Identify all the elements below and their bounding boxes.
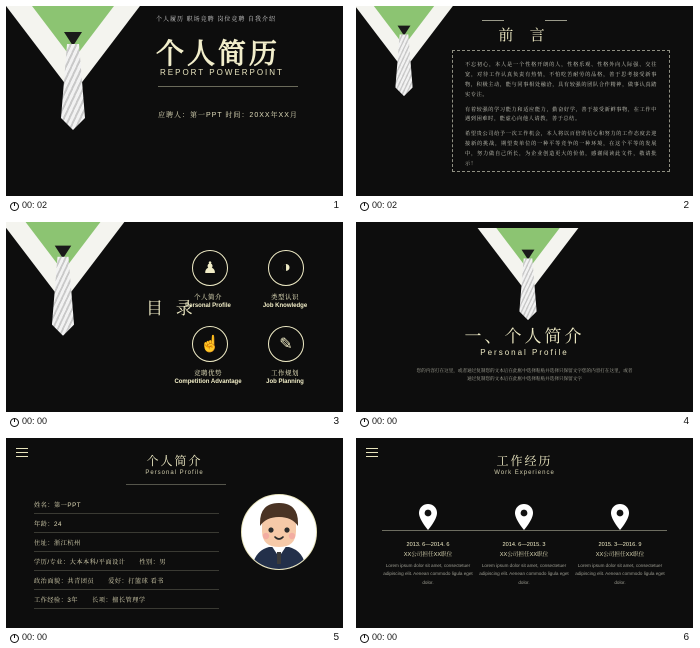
- toc-label-cn: 竞聘优势: [194, 370, 222, 377]
- timeline-description: Lorem ipsum dolor sit amet, consectetuer adipiscing elit. Aenean commodo ligula eget dolor.: [575, 563, 665, 585]
- slide-4-number: 4: [683, 415, 689, 427]
- slide-1-number: 1: [333, 199, 339, 211]
- profile-field: 工作经验：3年: [34, 597, 79, 604]
- slide-1-divider: [158, 86, 298, 87]
- profile-row: [34, 519, 219, 533]
- timeline-company: XX公司担任XX职位: [499, 552, 549, 558]
- slide-3-number: 3: [333, 415, 339, 427]
- slide-5-title: 个人简介: [146, 454, 203, 468]
- timeline-date: 2013. 6—2014. 6: [406, 542, 450, 548]
- shirt-illustration: [474, 228, 553, 314]
- toc-item-personal-profile[interactable]: [170, 292, 246, 309]
- profile-field: 政治面貌：共青团员: [34, 578, 95, 585]
- toc-label-cn: 类型认识: [271, 294, 299, 301]
- toc-item-job-planning[interactable]: [247, 368, 323, 385]
- profile-row: [34, 500, 219, 514]
- slide-2-duration: [360, 200, 397, 210]
- toc-label-en: Competition Advantage: [174, 379, 242, 385]
- map-pin-icon: [418, 504, 438, 530]
- timeline-entry: [571, 542, 669, 587]
- toc-label-cn: 个人简介: [194, 294, 222, 301]
- slide-2-paragraph: 不忘初心，本人是一个性格开朗的人，性格乐观、性格外向人际强、交往宽，对待工作认真负责有热情，不怕吃苦耐劳的品格，善于思考接受新事物，积极主动，能与同事相处融洽，具有较强的团队合作精神，做事认真踏实专注。: [465, 62, 657, 98]
- slide-4-time-text: 00: 00: [372, 416, 398, 426]
- slide-5-footer: [6, 628, 343, 646]
- profile-row: [34, 576, 219, 590]
- slide-cell-6: [350, 432, 700, 648]
- timeline-description: Lorem ipsum dolor sit amet, consectetuer adipiscing elit. Aenean commodo ligula eget dolor.: [383, 563, 473, 585]
- timeline-date: 2015. 3—2016. 9: [598, 542, 642, 548]
- shirt-illustration: [6, 222, 132, 393]
- timeline-entry: [475, 542, 573, 587]
- slide-2-rule-right: [545, 20, 567, 21]
- clock-icon: [10, 201, 19, 210]
- clock-icon: [10, 417, 19, 426]
- slide-1-subtitle: REPORT POWERPOINT: [160, 68, 284, 77]
- slide-cell-5: [0, 432, 350, 648]
- head-gear-icon-glyph: ◑: [281, 259, 291, 276]
- profile-row: [34, 557, 219, 571]
- thumbs-up-icon[interactable]: [192, 326, 228, 362]
- toc-label-en: Personal Profile: [185, 303, 231, 309]
- toc-label-cn: 工作规划: [271, 370, 299, 377]
- profile-field: 爱好：打篮球 看书: [108, 578, 164, 585]
- thumbs-up-icon-glyph: ☝: [200, 336, 220, 353]
- slide-3-duration: [10, 416, 47, 426]
- timeline-axis: [382, 530, 667, 531]
- slide-6-footer: [356, 628, 693, 646]
- slide-5-duration: [10, 632, 47, 642]
- profile-field-list: [34, 500, 219, 614]
- toc-item-job-knowledge[interactable]: [247, 292, 323, 309]
- timeline-description: Lorem ipsum dolor sit amet, consectetuer adipiscing elit. Aenean commodo ligula eget dolor.: [479, 563, 569, 585]
- profile-field: 性别：男: [139, 559, 167, 566]
- shirt-illustration: [6, 6, 158, 192]
- profile-field: 年龄：24: [34, 521, 62, 528]
- profile-field: 姓名：第一PPT: [34, 502, 81, 509]
- person-icon-glyph: ♟: [202, 260, 218, 277]
- slide-6-time-text: 00: 00: [372, 632, 398, 642]
- slide-2-time-text: 00: 02: [372, 200, 398, 210]
- slide-2-footer: [356, 196, 693, 214]
- slide-cell-2: [350, 0, 700, 216]
- slide-4-footer: [356, 412, 693, 430]
- slide-2-text-box: [452, 50, 670, 172]
- slide-cell-3: [0, 216, 350, 432]
- slide-1-tagline: 个人履历 职场竞聘 岗位竞聘 自我介绍: [156, 17, 277, 23]
- slide-3[interactable]: [6, 222, 343, 412]
- slide-6-duration: [360, 632, 397, 642]
- slide-1-time-text: 00: 02: [22, 200, 48, 210]
- slide-1-meta: 应聘人：第一PPT 时间：20XX年XX月: [158, 112, 298, 119]
- slide-2-title: 前 言: [498, 27, 551, 44]
- profile-row: [34, 595, 219, 609]
- slide-cell-4: [350, 216, 700, 432]
- map-pin-icon: [610, 504, 630, 530]
- slide-5-time-text: 00: 00: [22, 632, 48, 642]
- slide-2-number: 2: [683, 199, 689, 211]
- profile-field: 学历/专业：大本本科/平面设计: [34, 559, 126, 566]
- slide-4-duration: [360, 416, 397, 426]
- toc-label-en: Job Knowledge: [262, 303, 308, 309]
- pencil-icon[interactable]: [268, 326, 304, 362]
- clock-icon: [360, 633, 369, 642]
- slide-4[interactable]: [356, 222, 693, 412]
- toc-label-en: Job Planning: [266, 379, 304, 385]
- slide-2-paragraph: 有着较强的学习能力和适应能力，勤奋好学，善于接受新鲜事物，在工作中遇到困难时，能虚心向他人请教，善于总结。: [465, 106, 657, 123]
- map-pin-icon: [514, 504, 534, 530]
- slide-5-divider: [126, 484, 226, 485]
- slide-2-rule-left: [482, 20, 504, 21]
- slide-1-title: 个人简历: [156, 38, 281, 69]
- slide-6-subtitle: Work Experience: [494, 470, 555, 476]
- head-gear-icon[interactable]: [268, 250, 304, 286]
- timeline-company: XX公司担任XX职位: [595, 552, 645, 558]
- slide-2-paragraph: 希望贵公司给予一次工作机会，本人将以百倍的信心和努力的工作态度去迎接新的挑战，期望贵单位的一种平等竞争的一种环境，在这个平等的发展中，努力做自己所长，为企业创造更大的价值，感谢阅读此文件，敬请批示！: [465, 131, 657, 167]
- toc-item-competition-advantage[interactable]: [170, 368, 246, 385]
- slide-5[interactable]: [6, 438, 343, 628]
- slide-3-footer: [6, 412, 343, 430]
- timeline-date: 2014. 6—2015. 3: [502, 542, 546, 548]
- slide-3-time-text: 00: 00: [22, 416, 48, 426]
- profile-field: 住址：浙江杭州: [34, 540, 81, 547]
- slide-4-title: 一、个人简介: [464, 327, 585, 346]
- slide-4-subtitle: Personal Profile: [480, 348, 569, 357]
- profile-field: 长项：擅长管理学: [92, 597, 146, 604]
- timeline-company: XX公司担任XX职位: [403, 552, 453, 558]
- person-icon[interactable]: [192, 250, 228, 286]
- slide-2[interactable]: [356, 6, 693, 196]
- slide-6-number: 6: [683, 631, 689, 643]
- slide-1[interactable]: [6, 6, 343, 196]
- slide-1-footer: [6, 196, 343, 214]
- clock-icon: [360, 417, 369, 426]
- slide-1-duration: [10, 200, 47, 210]
- slide-5-number: 5: [333, 631, 339, 643]
- timeline-entry: [379, 542, 477, 587]
- clock-icon: [360, 201, 369, 210]
- slide-4-description: 您的内容打在这里，或者通过复制您的文本后在此框中选择粘贴并选择只保留文字您的内容打在这里，或者通过复制您的文本后在此框中选择粘贴并选择只保留文字: [416, 368, 633, 382]
- slide-6[interactable]: [356, 438, 693, 628]
- slide-cell-1: [0, 0, 350, 216]
- profile-row: [34, 538, 219, 552]
- clock-icon: [10, 633, 19, 642]
- slide-5-subtitle: Personal Profile: [145, 470, 204, 476]
- shirt-illustration: [356, 6, 436, 112]
- pencil-icon-glyph: ✎: [279, 336, 293, 353]
- slide-6-title: 工作经历: [496, 454, 553, 468]
- avatar: [241, 494, 317, 570]
- slide-3-title: 目 录: [146, 299, 197, 318]
